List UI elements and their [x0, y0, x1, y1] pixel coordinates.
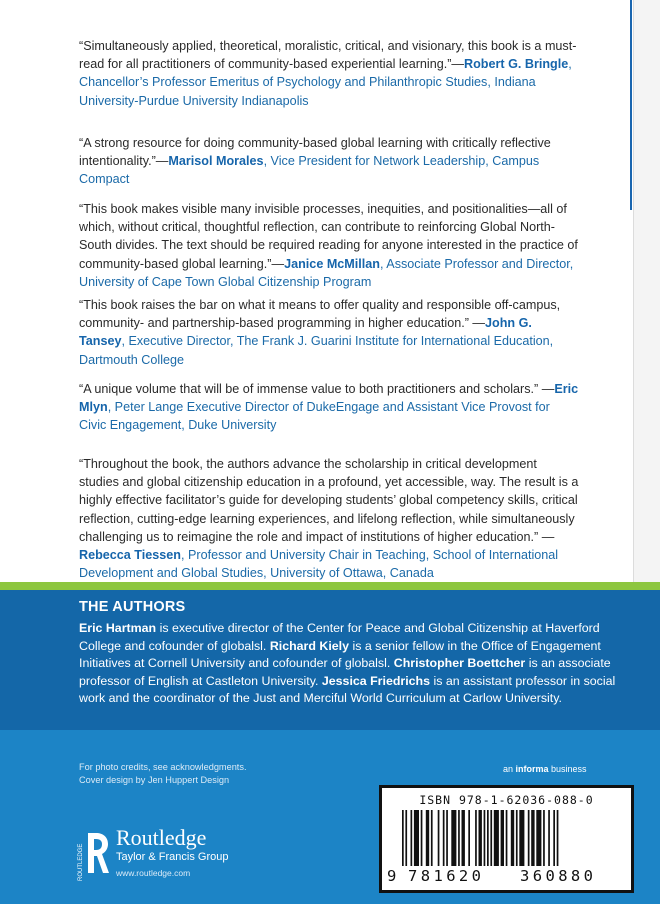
credits-block — [79, 761, 247, 787]
quote-text: “Simultaneously applied, theoretical, moralistic, critical, and visionary, this book is a must-read for all practitioners of community-based experiential learning.”— — [79, 39, 577, 72]
quote-text: “Throughout the book, the authors advance the scholarship in critical development studies and global citizenship education in a profound, yet accessible, way. The result is a highly effective facilitator’s guide for developing students’ global competency skills, critical reflection, cutting-edge learning experiences, and lifelong reflection, while simultaneously challenging us to reimagine the role and impact of institutions of higher education.” — — [79, 457, 579, 544]
quote-author-name: Marisol Morales — [168, 154, 264, 169]
barcode-bar — [487, 810, 489, 866]
author-bio-text: is an assistant professor in social work and the coordinator of the Just and Merciful World Curriculum at Carlow University. — [79, 673, 616, 706]
quote-text: “This book raises the bar on what it means to offer quality and responsible off-campus, community- and partnership-based programming in higher education.” — — [79, 298, 561, 331]
routledge-r-icon — [76, 827, 110, 883]
quote-author-affiliation: , Vice President for Network Leadership, Campus Compact — [79, 154, 540, 187]
barcode-bar — [536, 810, 541, 866]
barcode-digit-group-2: 360880 — [520, 867, 597, 885]
barcode-bar — [501, 810, 504, 866]
author-name: Eric Hartman — [79, 621, 157, 635]
barcode-bar — [443, 810, 445, 866]
isbn-label: ISBN 978-1-62036-088-0 — [419, 793, 594, 807]
barcode-bar — [548, 810, 550, 866]
barcode-bar — [402, 810, 404, 866]
publisher-group: Taylor & Francis Group — [116, 851, 229, 863]
barcode-bar — [494, 810, 499, 866]
endorsement-quote — [79, 200, 579, 291]
quote-author-affiliation: , Associate Professor and Director, University of Cape Town Global Citizenship Program — [79, 256, 574, 289]
quote-author-name: Rebecca Tiessen — [79, 548, 181, 563]
barcode-bar — [405, 810, 407, 866]
green-divider-strip — [0, 582, 660, 590]
barcode-bars — [398, 810, 616, 866]
barcode-bar — [557, 810, 559, 866]
photo-credits: For photo credits, see acknowledgments. — [79, 762, 247, 772]
barcode-bar — [519, 810, 524, 866]
barcode-bar — [516, 810, 518, 866]
author-name: Christopher Boettcher — [393, 656, 526, 671]
barcode-bar — [543, 810, 545, 866]
barcode-bar — [451, 810, 456, 866]
authors-section — [0, 590, 660, 730]
publisher-url: www.routledge.com — [116, 868, 191, 878]
endorsement-quote — [79, 134, 579, 189]
author-name: Richard Kiely — [269, 638, 350, 653]
barcode-bar — [414, 810, 419, 866]
brand-suffix: business — [548, 764, 587, 774]
barcode-bar — [511, 810, 514, 866]
cover-design-credit: Cover design by Jen Huppert Design — [79, 775, 230, 785]
author-name: Jessica Friedrichs — [321, 673, 431, 688]
quote-author-name: Janice McMillan — [284, 256, 380, 271]
quote-author-name: John G. Tansey — [79, 316, 532, 349]
barcode-digit-group-1: 781620 — [408, 867, 485, 885]
quote-author-affiliation: , Peter Lange Executive Director of DukeEngage and Assistant Vice Provost for Civic Engagement, Duke University — [79, 400, 550, 433]
barcode-bar — [468, 810, 470, 866]
publisher-name: Routledge — [116, 825, 207, 850]
barcode-bar — [462, 810, 465, 866]
barcode-bar — [479, 810, 482, 866]
author-bio-text: is an associate professor of English at Castleton University. — [79, 656, 611, 688]
barcode-bar — [506, 810, 508, 866]
spine-edge — [634, 0, 660, 582]
barcode-bar — [431, 810, 433, 866]
quote-text: “This book makes visible many invisible processes, inequities, and positionalities—all of which, without critical, thoughtful reflection, can contribute to reinforcing Global North-South divides. The text should be required reading for anyone interested in the practice of community-based global learning.”— — [79, 202, 578, 271]
endorsement-quote — [79, 37, 579, 110]
barcode-first-digit: 9 — [387, 867, 397, 885]
authors-bio — [79, 620, 624, 708]
blue-accent-line — [630, 0, 632, 210]
barcode-bar — [528, 810, 530, 866]
endorsement-quote — [79, 455, 579, 582]
barcode-bar — [475, 810, 477, 866]
author-bio-text: is a senior fellow in the Office of Engagement Initiatives at Cornell University and cofounder of globalsl. — [79, 638, 601, 671]
quote-text: “A unique volume that will be of immense value to both practitioners and scholars.” — — [79, 382, 555, 396]
endorsement-quote — [79, 380, 579, 435]
endorsement-quote — [79, 296, 579, 369]
quote-author-name: Eric Mlyn — [79, 382, 579, 415]
quote-author-affiliation: , Executive Director, The Frank J. Guarini Institute for International Education, Dartmouth College — [79, 334, 554, 367]
barcode-bar — [490, 810, 492, 866]
barcode-bar — [484, 810, 486, 866]
isbn-barcode — [379, 785, 634, 893]
barcode-bar — [531, 810, 534, 866]
routledge-vertical-wordmark: ROUTLEDGE — [78, 843, 84, 881]
barcode-bar — [426, 810, 429, 866]
brand-prefix: an — [503, 764, 516, 774]
quote-author-name: Robert G. Bringle — [464, 57, 569, 72]
barcode-bar — [446, 810, 448, 866]
barcode-bar — [421, 810, 423, 866]
quote-text: “A strong resource for doing community-based global learning with critically reflective intentionality.”— — [79, 136, 551, 169]
brand-informa: informa — [515, 764, 549, 774]
author-bio-text: is executive director of the Center for Peace and Global Citizenship at Haverford College and cofounder of globalsl. — [79, 621, 600, 653]
barcode-bar — [458, 810, 460, 866]
authors-heading: THE AUTHORS — [79, 599, 186, 615]
informa-business-label — [503, 764, 587, 774]
barcode-bar — [438, 810, 440, 866]
routledge-logo — [76, 825, 229, 888]
publisher-section — [0, 730, 660, 904]
barcode-bar — [553, 810, 555, 866]
quote-author-affiliation: , Professor and University Chair in Teaching, School of International Development and Global Studies, University of Ottawa, Canada — [79, 548, 559, 581]
barcode-bar — [411, 810, 413, 866]
quote-author-affiliation: , Chancellor’s Professor Emeritus of Psychology and Philanthropic Studies, Indiana University-Purdue University Indianapolis — [79, 57, 572, 108]
